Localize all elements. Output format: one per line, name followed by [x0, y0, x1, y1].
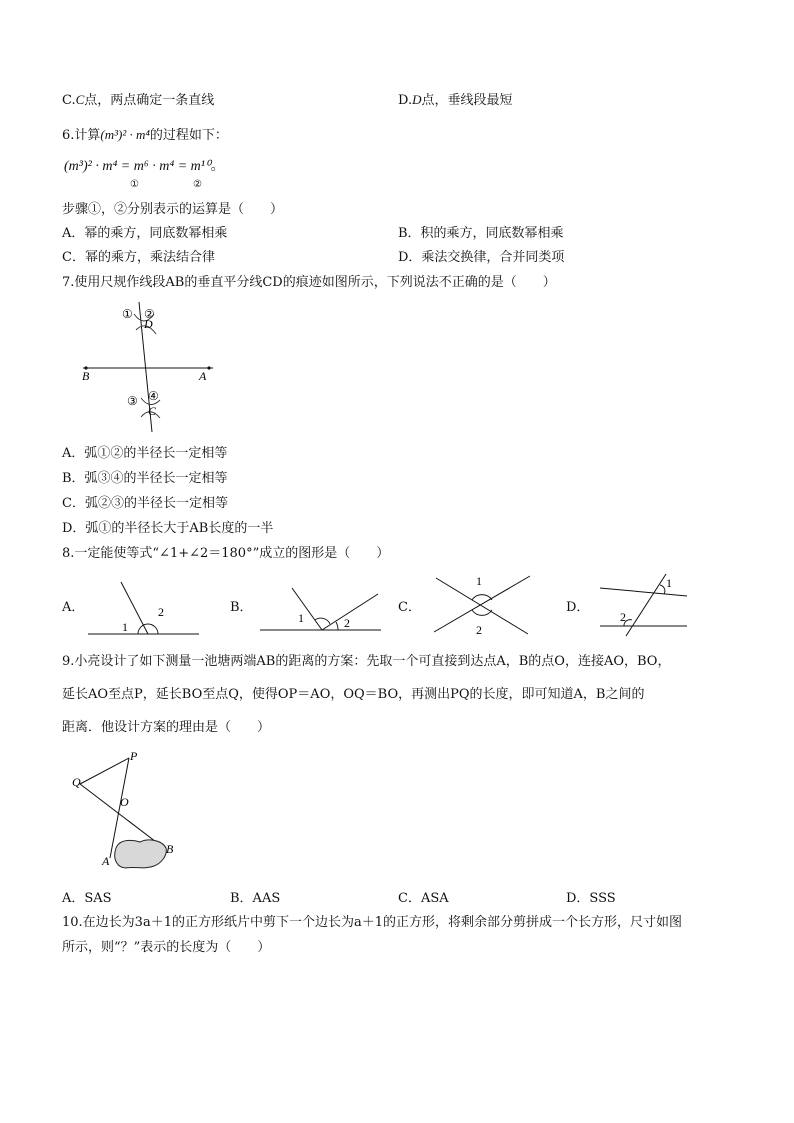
q8d-angle-1: 1	[666, 576, 672, 590]
q6-option-c: C．幂的乘方，乘法结合律	[62, 250, 215, 265]
q6-option-a: A．幂的乘方，同底数幂相乘	[62, 226, 228, 241]
q8a-angle-arc	[138, 624, 158, 634]
q5-option-c-text: 点，两点确定一条直线	[84, 93, 215, 108]
q8c-angle-1: 1	[476, 574, 482, 588]
q9-label-p: P	[130, 749, 138, 763]
q9-option-c: C．ASA	[398, 891, 449, 906]
q9-option-d: D．SSS	[566, 891, 616, 906]
q7-option-a: A．弧①②的半径长一定相等	[62, 446, 228, 461]
q5-option-d-point: D	[412, 92, 422, 107]
q9-option-b: B．AAS	[230, 891, 281, 906]
q9-stem-line-1: 9.小亮设计了如下测量一池塘两端AB的距离的方案：先取一个可直接到达点A，B的点O，连接AO，BO，	[62, 654, 671, 669]
q7-label-c: C	[148, 404, 157, 418]
q7-arc1-marker: ①	[122, 307, 133, 321]
q6-option-b: B．积的乘方，同底数幂相乘	[398, 226, 564, 241]
q5-option-c	[62, 93, 214, 107]
q8b-angle-arc-2	[336, 622, 338, 630]
q6-stem-prefix: 6.计算	[62, 128, 101, 143]
q8c-angle-arc-top	[472, 595, 492, 600]
q8b-angle-2: 2	[344, 616, 350, 630]
q5-option-d-text: 点，垂线段最短	[421, 93, 513, 108]
q9-option-a: A．SAS	[62, 891, 112, 906]
q7-option-c: C．弧②③的半径长一定相等	[62, 496, 228, 511]
q8d-angle-2: 2	[620, 610, 626, 624]
q8b-ray-left	[292, 588, 322, 630]
q7-label-b: B	[82, 369, 90, 383]
q8-figure-c	[432, 572, 532, 638]
q8-option-b-label: B．	[230, 600, 253, 615]
q8c-angle-2: 2	[476, 623, 482, 637]
q8c-line-1	[436, 578, 528, 634]
q9-stem-line-2: 延长AO至点P，延长BO至点Q，使得OP＝AO，OQ＝BO，再测出PQ的长度，即可知道A，B之间的	[62, 687, 645, 702]
q8-figure-b	[258, 586, 383, 636]
q9-label-q: Q	[72, 775, 81, 789]
q10-stem-line-1: 10.在边长为3a＋1的正方形纸片中剪下一个边长为a＋1的正方形，将剩余部分剪拼成一个长方形，尺寸如图	[62, 915, 682, 930]
q9-segment-pq	[80, 758, 129, 784]
q7-label-a: A	[199, 369, 207, 383]
q6-step1-marker: ①	[130, 179, 139, 190]
q5-option-c-point: C	[75, 92, 85, 107]
q5-option-d-label: D.	[398, 93, 413, 108]
q6-stem-suffix: 的过程如下：	[149, 128, 228, 143]
q9-pond	[115, 840, 167, 868]
q6-process	[64, 160, 225, 174]
q7-figure	[78, 300, 218, 440]
q8-stem: 8.一定能使等式“∠1+∠2＝180°”成立的图形是（ ）	[62, 546, 390, 561]
q7-option-b: B．弧③④的半径长一定相等	[62, 471, 228, 486]
q9-stem-line-3: 距离．他设计方案的理由是（ ）	[62, 720, 271, 735]
q7-stem: 7.使用尺规作线段AB的垂直平分线CD的痕迹如图所示，下列说法不正确的是（ ）	[62, 275, 556, 290]
q6-process-end: 。	[210, 159, 225, 174]
q5-option-c-label: C.	[62, 93, 76, 108]
q7-arc4-marker: ④	[148, 389, 159, 403]
q6-question: 步骤①，②分别表示的运算是（ ）	[62, 202, 284, 217]
q6-step2-marker: ②	[193, 179, 202, 190]
q6-option-d: D．乘法交换律，合并同类项	[398, 250, 565, 265]
q7-point-a-dot	[207, 366, 210, 369]
q9-figure	[68, 750, 188, 875]
q7-label-d: D	[144, 317, 153, 331]
q9-label-a: A	[102, 854, 110, 868]
q10-stem-line-2: 所示，则“？”表示的长度为（ ）	[62, 940, 271, 955]
q7-arc2-marker: ②	[144, 307, 155, 321]
q8-option-a-label: A．	[62, 600, 85, 615]
q8d-transversal	[626, 574, 666, 636]
q7-option-d: D．弧①的半径长大于AB长度的一半	[62, 521, 274, 536]
q8-figure-d	[596, 572, 691, 638]
q8c-line-2	[434, 576, 530, 632]
q6-process-expression: (m³)² · m⁴ = m⁶ · m⁴ = m¹⁰	[64, 159, 211, 174]
q9-label-b: B	[166, 842, 174, 856]
q6-stem-expression: (m³)² · m⁴	[100, 127, 150, 142]
q8d-line-top	[600, 588, 687, 596]
q8d-angle-arc-1	[660, 585, 665, 594]
q8b-angle-1: 1	[298, 611, 304, 625]
q8-option-d-label: D．	[566, 600, 590, 615]
q8-figure-a	[86, 578, 201, 638]
q5-option-d	[398, 93, 513, 107]
q7-arc3-marker: ③	[127, 394, 138, 408]
q8a-angle-2: 2	[158, 605, 164, 619]
q8a-angle-1: 1	[122, 620, 128, 634]
q8-option-c-label: C．	[398, 600, 421, 615]
q8b-ray-right	[322, 594, 378, 630]
q6-stem	[62, 128, 228, 142]
q9-label-o: O	[120, 795, 129, 809]
